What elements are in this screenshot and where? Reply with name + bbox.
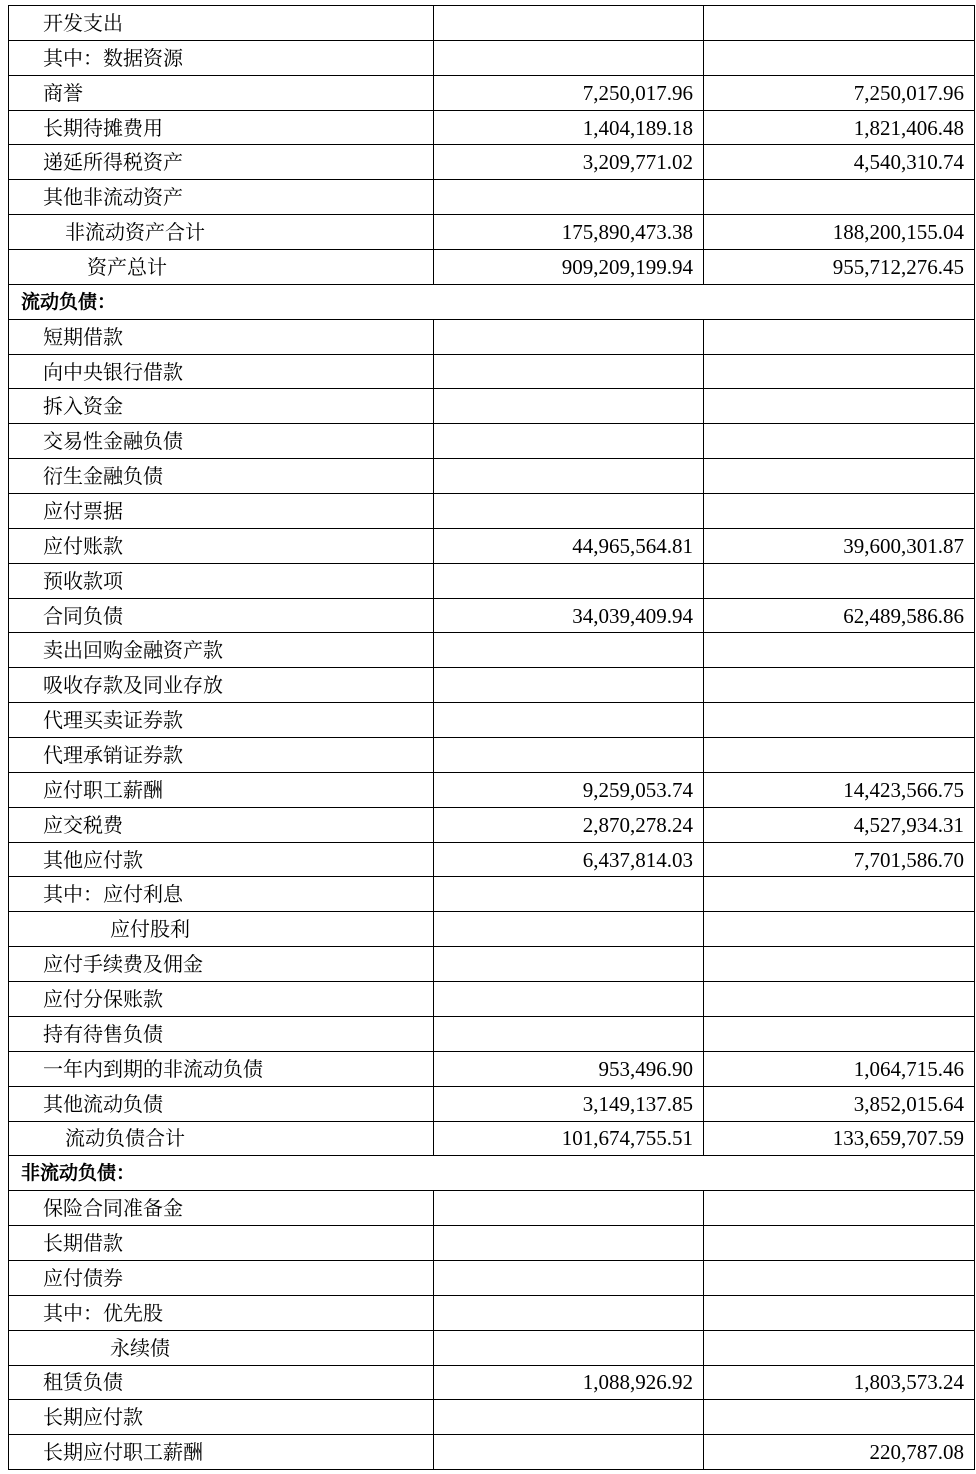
row-label: 长期应付款 [9,1400,434,1435]
table-row [9,110,975,145]
table-row [9,1295,975,1330]
current-period-value [434,1295,704,1330]
row-label: 其他非流动资产 [9,180,434,215]
previous-period-value: 1,064,715.46 [704,1051,975,1086]
table-row [9,1400,975,1435]
previous-period-value [704,877,975,912]
row-label: 流动负债合计 [9,1121,434,1156]
previous-period-value: 14,423,566.75 [704,772,975,807]
current-period-value: 34,039,409.94 [434,598,704,633]
row-label: 吸收存款及同业存放 [9,668,434,703]
previous-period-value [704,1330,975,1365]
previous-period-value: 4,527,934.31 [704,807,975,842]
row-label: 非流动资产合计 [9,215,434,250]
row-label: 持有待售负债 [9,1016,434,1051]
previous-period-value [704,668,975,703]
table-row [9,250,975,285]
row-label: 长期应付职工薪酬 [9,1435,434,1470]
current-period-value: 3,149,137.85 [434,1086,704,1121]
previous-period-value: 1,821,406.48 [704,110,975,145]
previous-period-value [704,633,975,668]
section-header-row [9,1156,975,1191]
previous-period-value [704,6,975,41]
previous-period-value [704,180,975,215]
previous-period-value: 1,803,573.24 [704,1365,975,1400]
section-title: 非流动负债： [9,1156,975,1191]
row-label: 开发支出 [9,6,434,41]
current-period-value [434,1400,704,1435]
previous-period-value [704,1191,975,1226]
row-label: 应付股利 [9,912,434,947]
table-row [9,563,975,598]
table-row [9,1226,975,1261]
table-row [9,145,975,180]
current-period-value: 7,250,017.96 [434,75,704,110]
row-label: 其中：优先股 [9,1295,434,1330]
table-row [9,319,975,354]
row-label: 拆入资金 [9,389,434,424]
previous-period-value [704,947,975,982]
row-label: 衍生金融负债 [9,459,434,494]
row-label: 长期待摊费用 [9,110,434,145]
previous-period-value: 62,489,586.86 [704,598,975,633]
table-row [9,772,975,807]
table-row [9,877,975,912]
row-label: 商誉 [9,75,434,110]
current-period-value [434,424,704,459]
row-label: 向中央银行借款 [9,354,434,389]
current-period-value [434,40,704,75]
previous-period-value: 955,712,276.45 [704,250,975,285]
current-period-value [434,1191,704,1226]
table-row [9,633,975,668]
current-period-value: 2,870,278.24 [434,807,704,842]
current-period-value: 6,437,814.03 [434,842,704,877]
current-period-value [434,877,704,912]
previous-period-value: 7,250,017.96 [704,75,975,110]
current-period-value [434,1435,704,1470]
current-period-value [434,738,704,773]
previous-period-value [704,738,975,773]
row-label: 一年内到期的非流动负债 [9,1051,434,1086]
current-period-value [434,180,704,215]
row-label: 其他流动负债 [9,1086,434,1121]
row-label: 短期借款 [9,319,434,354]
previous-period-value: 220,787.08 [704,1435,975,1470]
previous-period-value [704,703,975,738]
row-label: 应付职工薪酬 [9,772,434,807]
row-label: 应交税费 [9,807,434,842]
current-period-value: 175,890,473.38 [434,215,704,250]
row-label: 代理买卖证券款 [9,703,434,738]
table-row [9,40,975,75]
row-label: 其中：应付利息 [9,877,434,912]
current-period-value: 101,674,755.51 [434,1121,704,1156]
current-period-value [434,633,704,668]
table-row [9,738,975,773]
table-row [9,807,975,842]
previous-period-value [704,424,975,459]
current-period-value [434,982,704,1017]
previous-period-value: 133,659,707.59 [704,1121,975,1156]
row-label: 合同负债 [9,598,434,633]
current-period-value: 9,259,053.74 [434,772,704,807]
previous-period-value: 39,600,301.87 [704,528,975,563]
row-label: 资产总计 [9,250,434,285]
current-period-value: 953,496.90 [434,1051,704,1086]
table-row [9,598,975,633]
previous-period-value [704,1016,975,1051]
row-label: 代理承销证券款 [9,738,434,773]
table-row [9,912,975,947]
table-row [9,668,975,703]
current-period-value [434,703,704,738]
row-label: 永续债 [9,1330,434,1365]
previous-period-value [704,1400,975,1435]
current-period-value [434,912,704,947]
table-row [9,1016,975,1051]
current-period-value [434,459,704,494]
table-row [9,982,975,1017]
current-period-value: 3,209,771.02 [434,145,704,180]
previous-period-value [704,1260,975,1295]
current-period-value [434,668,704,703]
previous-period-value [704,1226,975,1261]
section-title: 流动负债： [9,284,975,319]
current-period-value [434,6,704,41]
current-period-value [434,1330,704,1365]
table-row [9,424,975,459]
table-row [9,1260,975,1295]
table-row [9,528,975,563]
table-row [9,494,975,529]
current-period-value: 1,088,926.92 [434,1365,704,1400]
table-row [9,1086,975,1121]
row-label: 预收款项 [9,563,434,598]
table-row [9,459,975,494]
previous-period-value [704,354,975,389]
table-row [9,1121,975,1156]
table-row [9,1051,975,1086]
balance-sheet-body [9,6,975,1470]
previous-period-value [704,1295,975,1330]
table-row [9,389,975,424]
row-label: 保险合同准备金 [9,1191,434,1226]
row-label: 租赁负债 [9,1365,434,1400]
table-row [9,1191,975,1226]
row-label: 应付分保账款 [9,982,434,1017]
previous-period-value [704,319,975,354]
previous-period-value [704,494,975,529]
row-label: 其中：数据资源 [9,40,434,75]
current-period-value: 909,209,199.94 [434,250,704,285]
table-row [9,1330,975,1365]
table-row [9,1435,975,1470]
current-period-value [434,354,704,389]
current-period-value [434,389,704,424]
table-row [9,75,975,110]
previous-period-value [704,40,975,75]
table-row [9,1365,975,1400]
table-row [9,842,975,877]
previous-period-value [704,982,975,1017]
table-row [9,354,975,389]
section-header-row [9,284,975,319]
row-label: 应付手续费及佣金 [9,947,434,982]
row-label: 递延所得税资产 [9,145,434,180]
current-period-value [434,1016,704,1051]
row-label: 其他应付款 [9,842,434,877]
table-row [9,703,975,738]
current-period-value: 44,965,564.81 [434,528,704,563]
current-period-value [434,947,704,982]
row-label: 应付债券 [9,1260,434,1295]
current-period-value [434,319,704,354]
current-period-value [434,494,704,529]
table-row [9,947,975,982]
row-label: 应付票据 [9,494,434,529]
row-label: 长期借款 [9,1226,434,1261]
previous-period-value [704,389,975,424]
previous-period-value: 188,200,155.04 [704,215,975,250]
row-label: 应付账款 [9,528,434,563]
previous-period-value [704,563,975,598]
previous-period-value: 7,701,586.70 [704,842,975,877]
table-row [9,215,975,250]
current-period-value: 1,404,189.18 [434,110,704,145]
current-period-value [434,1226,704,1261]
current-period-value [434,1260,704,1295]
balance-sheet-table [8,5,975,1470]
previous-period-value [704,912,975,947]
table-row [9,180,975,215]
previous-period-value: 4,540,310.74 [704,145,975,180]
table-row [9,6,975,41]
current-period-value [434,563,704,598]
row-label: 卖出回购金融资产款 [9,633,434,668]
previous-period-value: 3,852,015.64 [704,1086,975,1121]
previous-period-value [704,459,975,494]
row-label: 交易性金融负债 [9,424,434,459]
